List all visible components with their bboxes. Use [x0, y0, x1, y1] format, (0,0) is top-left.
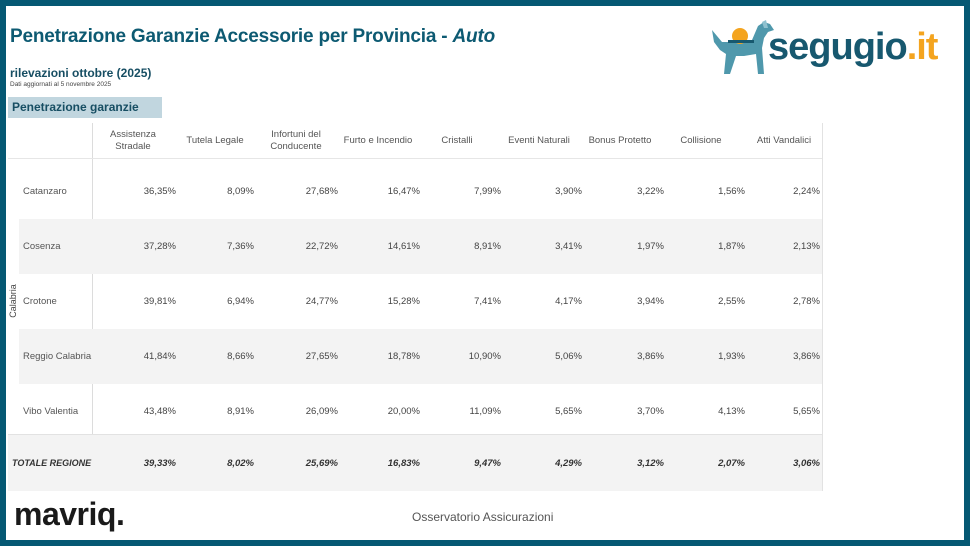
column-header: Atti Vandalici [756, 134, 812, 146]
table-row [19, 164, 822, 219]
total-value-cell: 25,69% [305, 457, 338, 469]
mavriq-logo: mavriq. [14, 496, 125, 532]
value-cell: 1,56% [718, 186, 745, 197]
value-cell: 7,36% [227, 241, 254, 252]
value-cell: 8,91% [227, 406, 254, 417]
total-value-cell: 3,12% [637, 457, 664, 469]
value-cell: 1,97% [637, 241, 664, 252]
value-cell: 8,09% [227, 186, 254, 197]
value-cell: 24,77% [305, 296, 338, 307]
period-subtitle: rilevazioni ottobre (2025) [10, 66, 152, 80]
value-cell: 3,22% [637, 186, 664, 197]
value-cell: 8,66% [227, 351, 254, 362]
total-label: TOTALE REGIONE [12, 458, 92, 468]
province-name: Cosenza [23, 241, 61, 252]
value-cell: 4,17% [555, 296, 582, 307]
value-cell: 2,13% [793, 241, 820, 252]
total-value-cell: 8,02% [227, 457, 254, 469]
column-header: Eventi Naturali [508, 134, 570, 146]
value-cell: 7,99% [474, 186, 501, 197]
value-cell: 27,68% [305, 186, 338, 197]
value-cell: 36,35% [143, 186, 176, 197]
column-header: Bonus Protetto [588, 134, 652, 146]
value-cell: 27,65% [305, 351, 338, 362]
value-cell: 3,41% [555, 241, 582, 252]
section-label: Penetrazione garanzie [8, 97, 162, 118]
value-cell: 39,81% [143, 296, 176, 307]
update-date: Dati aggiornati al 5 novembre 2025 [10, 81, 112, 88]
province-name: Catanzaro [23, 186, 67, 197]
column-header: Infortuni del Conducente [270, 128, 322, 152]
value-cell: 5,65% [793, 406, 820, 417]
value-cell: 37,28% [143, 241, 176, 252]
value-cell: 1,93% [718, 351, 745, 362]
value-cell: 5,06% [555, 351, 582, 362]
value-cell: 3,70% [637, 406, 664, 417]
value-cell: 3,94% [637, 296, 664, 307]
province-name: Vibo Valentia [23, 406, 79, 417]
value-cell: 43,48% [143, 406, 176, 417]
page-title [10, 26, 495, 48]
value-cell: 22,72% [305, 241, 338, 252]
value-cell: 8,91% [474, 241, 501, 252]
total-value-cell: 39,33% [143, 457, 176, 469]
total-row [8, 434, 822, 491]
value-cell: 6,94% [227, 296, 254, 307]
value-cell: 5,65% [555, 406, 582, 417]
value-cell: 3,86% [793, 351, 820, 362]
table-row [19, 274, 822, 329]
total-value-cell: 9,47% [474, 457, 501, 469]
value-cell: 3,90% [555, 186, 582, 197]
value-cell: 4,13% [718, 406, 745, 417]
column-header: Cristalli [441, 134, 473, 146]
title-italic: Auto [452, 26, 495, 47]
value-cell: 2,55% [718, 296, 745, 307]
dog-icon [708, 16, 776, 78]
province-name: Reggio Calabria [23, 351, 92, 362]
table-row [19, 329, 822, 384]
value-cell: 7,41% [474, 296, 501, 307]
total-value-cell: 4,29% [555, 457, 582, 469]
segugio-logo [708, 14, 958, 80]
value-cell: 3,86% [637, 351, 664, 362]
column-header: Furto e Incendio [343, 134, 413, 146]
table-row [19, 384, 822, 439]
region-label: Calabria [8, 284, 18, 318]
value-cell: 10,90% [468, 351, 501, 362]
column-header: Assistenza Stradale [110, 128, 156, 152]
segugio-wordmark: segugio.it [768, 26, 938, 68]
value-cell: 2,24% [793, 186, 820, 197]
value-cell: 11,09% [469, 406, 501, 417]
report-page [6, 6, 964, 540]
value-cell: 18,78% [387, 351, 420, 362]
table-header [8, 123, 822, 159]
value-cell: 26,09% [305, 406, 338, 417]
value-cell: 20,00% [387, 406, 420, 417]
value-cell: 41,84% [143, 351, 176, 362]
province-name: Crotone [23, 296, 57, 307]
value-cell: 14,61% [387, 241, 420, 252]
footer-text: Osservatorio Assicurazioni [412, 510, 554, 524]
title-main: Penetrazione Garanzie Accessorie per Provincia - [10, 26, 453, 47]
value-cell: 15,28% [387, 296, 420, 307]
total-value-cell: 3,06% [793, 457, 820, 469]
value-cell: 16,47% [387, 186, 420, 197]
value-cell: 2,78% [793, 296, 820, 307]
total-value-cell: 16,83% [387, 457, 420, 469]
column-header: Tutela Legale [186, 134, 244, 146]
penetration-table [8, 123, 823, 491]
value-cell: 1,87% [718, 241, 745, 252]
column-header: Collisione [680, 134, 722, 146]
table-row [19, 219, 822, 274]
total-value-cell: 2,07% [718, 457, 745, 469]
